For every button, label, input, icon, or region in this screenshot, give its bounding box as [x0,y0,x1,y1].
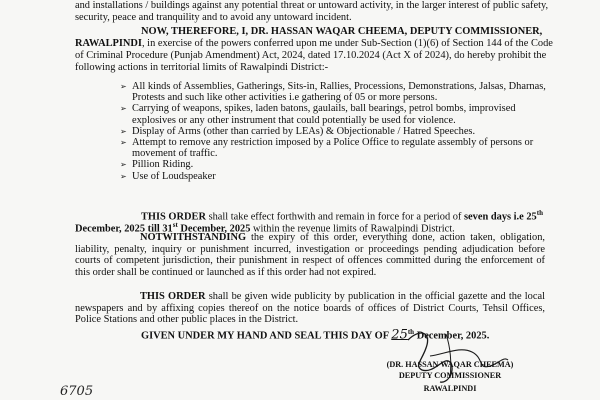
list-item: ➢ Display of Arms (other than carried by LEAs) & Objectionable / Hatred Speeches. [120,126,550,137]
order-limits-text: within the revenue limits of Rawalpindi District. [250,223,455,235]
notwithstanding-paragraph [75,232,545,278]
signatory-title: DEPUTY COMMISSIONER [398,371,502,380]
now-therefore-line-2 [75,38,553,50]
publicity-text: shall be given wide publicity by publication in the official gazette and the local newspapers and by affixing copies thereof on the notice boards of offices of District Courts, Tehsil Offices, Police Stations and other public places in the District. [75,291,545,326]
publicity-paragraph [75,291,545,326]
prohibition-list [120,81,550,182]
signatory-name: (DR. HASSAN WAQAR CHEEMA) [386,360,514,369]
list-item: ➢ Attempt to remove any restriction imposed by a Police Office to regulate assembly of persons or movement of traffic. [120,137,550,159]
now-line2-rest: , in exercise of the powers conferred upon me under Sub-Section (1)(6) of Section 144 of the Code [141,38,553,49]
given-sup: th [407,328,415,336]
handwritten-day: 25 [391,327,408,343]
list-item: ➢ Pillion Riding. [120,159,550,170]
intro-line-2: security, peace and tranquility and to avoid any untoward incident. [75,12,352,23]
signatory-place: RAWALPINDI [423,384,477,393]
intro-line-1: and installations / buildings against any potential threat or untoward activity, in the larger interest of public safety, [75,0,549,11]
office-rawalpindi: RAWALPINDI [75,38,142,49]
publicity-label: THIS ORDER [140,291,206,302]
list-item: ➢ Carrying of weapons, spikes, laden batons, gaulails, ball bearings, petrol bombs, improvised explosives or any other instrument that could potentially be used for violence. [120,103,550,125]
handwritten-number: 6705 [60,384,94,399]
now-therefore-line-3: of Criminal Procedure (Punjab Amendment) Act, 2024, dated 17.10.2024 (Act X of 2024), do hereby prohibit the [75,50,547,61]
notwithstanding-label: NOTWITHSTANDING [140,232,247,243]
order-label: THIS ORDER [141,211,206,223]
order-end-year: December, 2025 [177,223,251,235]
order-sup-1: th [536,209,543,217]
given-text: GIVEN UNDER MY HAND AND SEAL THIS DAY OF [141,330,389,342]
order-sup-2: st [172,221,178,229]
now-therefore-heading: NOW, THEREFORE, I, DR. HASSAN WAQAR CHEEMA, DEPUTY COMMISSIONER, [141,26,543,37]
given-date: December, 2025. [416,330,490,342]
order-end-date: December, 2025 till 31 [75,223,173,235]
now-therefore-line-4: following actions in territorial limits of Rawalpindi District:- [75,62,329,73]
notwithstanding-text: the expiry of this order, everything done, action taken, obligation, liability, penalty, inquiry or punishment incurred, investigation or proceedings pending adjudication before courts of competent jurisdiction, their punishment in respect of offences committed during the enforcement of this order shall be continued or launched as if this order had not expired. [75,232,545,278]
list-item: ➢ Use of Loudspeaker [120,171,550,182]
list-item: ➢ All kinds of Assemblies, Gatherings, Sits-in, Rallies, Processions, Demonstrations, Jalsas, Dharnas, Protests and such like other activities i.e gathering of 05 or more persons. [120,81,550,103]
order-days: seven days i.e 25 [464,211,537,223]
order-text: shall take effect forthwith and remain in force for a period of [205,211,464,223]
